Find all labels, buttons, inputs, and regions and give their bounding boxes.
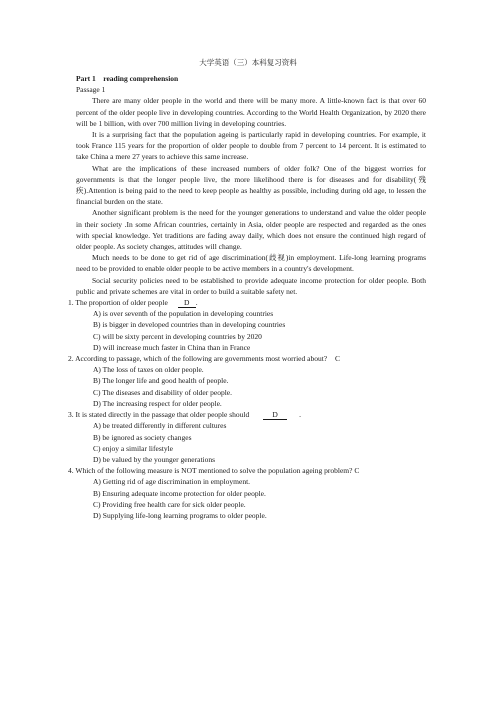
document-body [68, 73, 426, 521]
paragraph-2: It is a surprising fact that the population ageing is particularly rapid in developing countries. For example, it took France 115 years for the proportion of older people to double from 7 percent to 14 percent. It is estimated to take China a mere 27 years to achieve this same increase. [76, 130, 426, 162]
question-stem: 2. According to passage, which of the following are governments most worried about? [68, 354, 328, 364]
option-c: C) enjoy a similar lifestyle [93, 443, 173, 453]
question-stem: 3. It is stated directly in the passage that older people should [68, 410, 250, 420]
option-c: C) will be sixty percent in developing countries by 2020 [93, 331, 262, 341]
answer-letter: C [354, 466, 360, 476]
question-4 [68, 465, 426, 476]
answer-blank: D [178, 298, 196, 308]
option-c: C) Providing free health care for sick older people. [93, 499, 246, 509]
option-b: B) The longer life and good health of people. [93, 376, 229, 386]
option-b: B) Ensuring adequate income protection for older people. [93, 488, 266, 498]
stem-end: . [195, 298, 198, 308]
option-a: A) be treated differently in different cultures [93, 421, 227, 431]
question-3 [68, 409, 426, 420]
part-heading: Part 1 reading comprehension [76, 74, 179, 83]
option-a: A) Getting rid of age discrimination in employment. [93, 477, 251, 487]
option-d: D) will increase much faster in China than in France [93, 342, 251, 352]
option-b: B) is bigger in developed countries than in developing countries [93, 320, 286, 330]
option-d: D) Supplying life-long learning programs to older people. [93, 510, 267, 520]
question-stem: 4. Which of the following measure is NOT mentioned to solve the population ageing problem? [68, 466, 353, 476]
option-d: D) be valued by the younger generations [93, 454, 216, 464]
option-a: A) is over seventh of the population in developing countries [93, 309, 274, 319]
option-d: D) The increasing respect for older people. [93, 398, 222, 408]
question-2 [68, 353, 426, 364]
question-stem: 1. The proportion of older people [68, 298, 168, 308]
answer-letter: C [334, 354, 340, 364]
paragraph-6: Social security policies need to be established to provide adequate income protection for older people. Both public and private schemes are vital in order to build a suitable safety net. [76, 275, 426, 296]
paragraph-5: Much needs to be done to get rid of age discrimination(歧视)in employment. Life-long learning programs need to be provided to enable older people to be active members in a country's development. [76, 253, 426, 274]
option-a: A) The loss of taxes on older people. [93, 365, 204, 375]
stem-end: . [299, 410, 301, 420]
option-c: C) The diseases and disability of older people. [93, 387, 232, 397]
question-1 [68, 297, 426, 308]
paragraph-3: What are the implications of these increased numbers of older folk? One of the biggest worries for governments is that the longer people live, the more likelihood there is for diseases and for disability(残疾).Attention is being paid to the need to keep people as healthy as possible, including during old age, to lessen the financial burden on the state. [76, 163, 426, 207]
paragraph-1: There are many older people in the world and there will be many more. A little-known fact is that over 60 percent of the older people live in developing countries. According to the World Health Organization, by 2020 there will be 1 billion, with over 700 million living in developing countries. [76, 96, 426, 128]
answer-blank: D [263, 410, 287, 420]
passage-label: Passage 1 [76, 85, 106, 95]
document-title: 大学英语（三）本科复习资料 [199, 58, 297, 67]
option-b: B) be ignored as society changes [93, 432, 192, 442]
paragraph-4: Another significant problem is the need for the younger generations to understand and value the older people in their society .In some African countries, certainly in Asia, older people are respected and regarded as the ones with special knowledge. Yet traditions are fading away daily, which does not ensure the continued high regard of older people. As society changes, attitudes will change. [76, 208, 426, 252]
